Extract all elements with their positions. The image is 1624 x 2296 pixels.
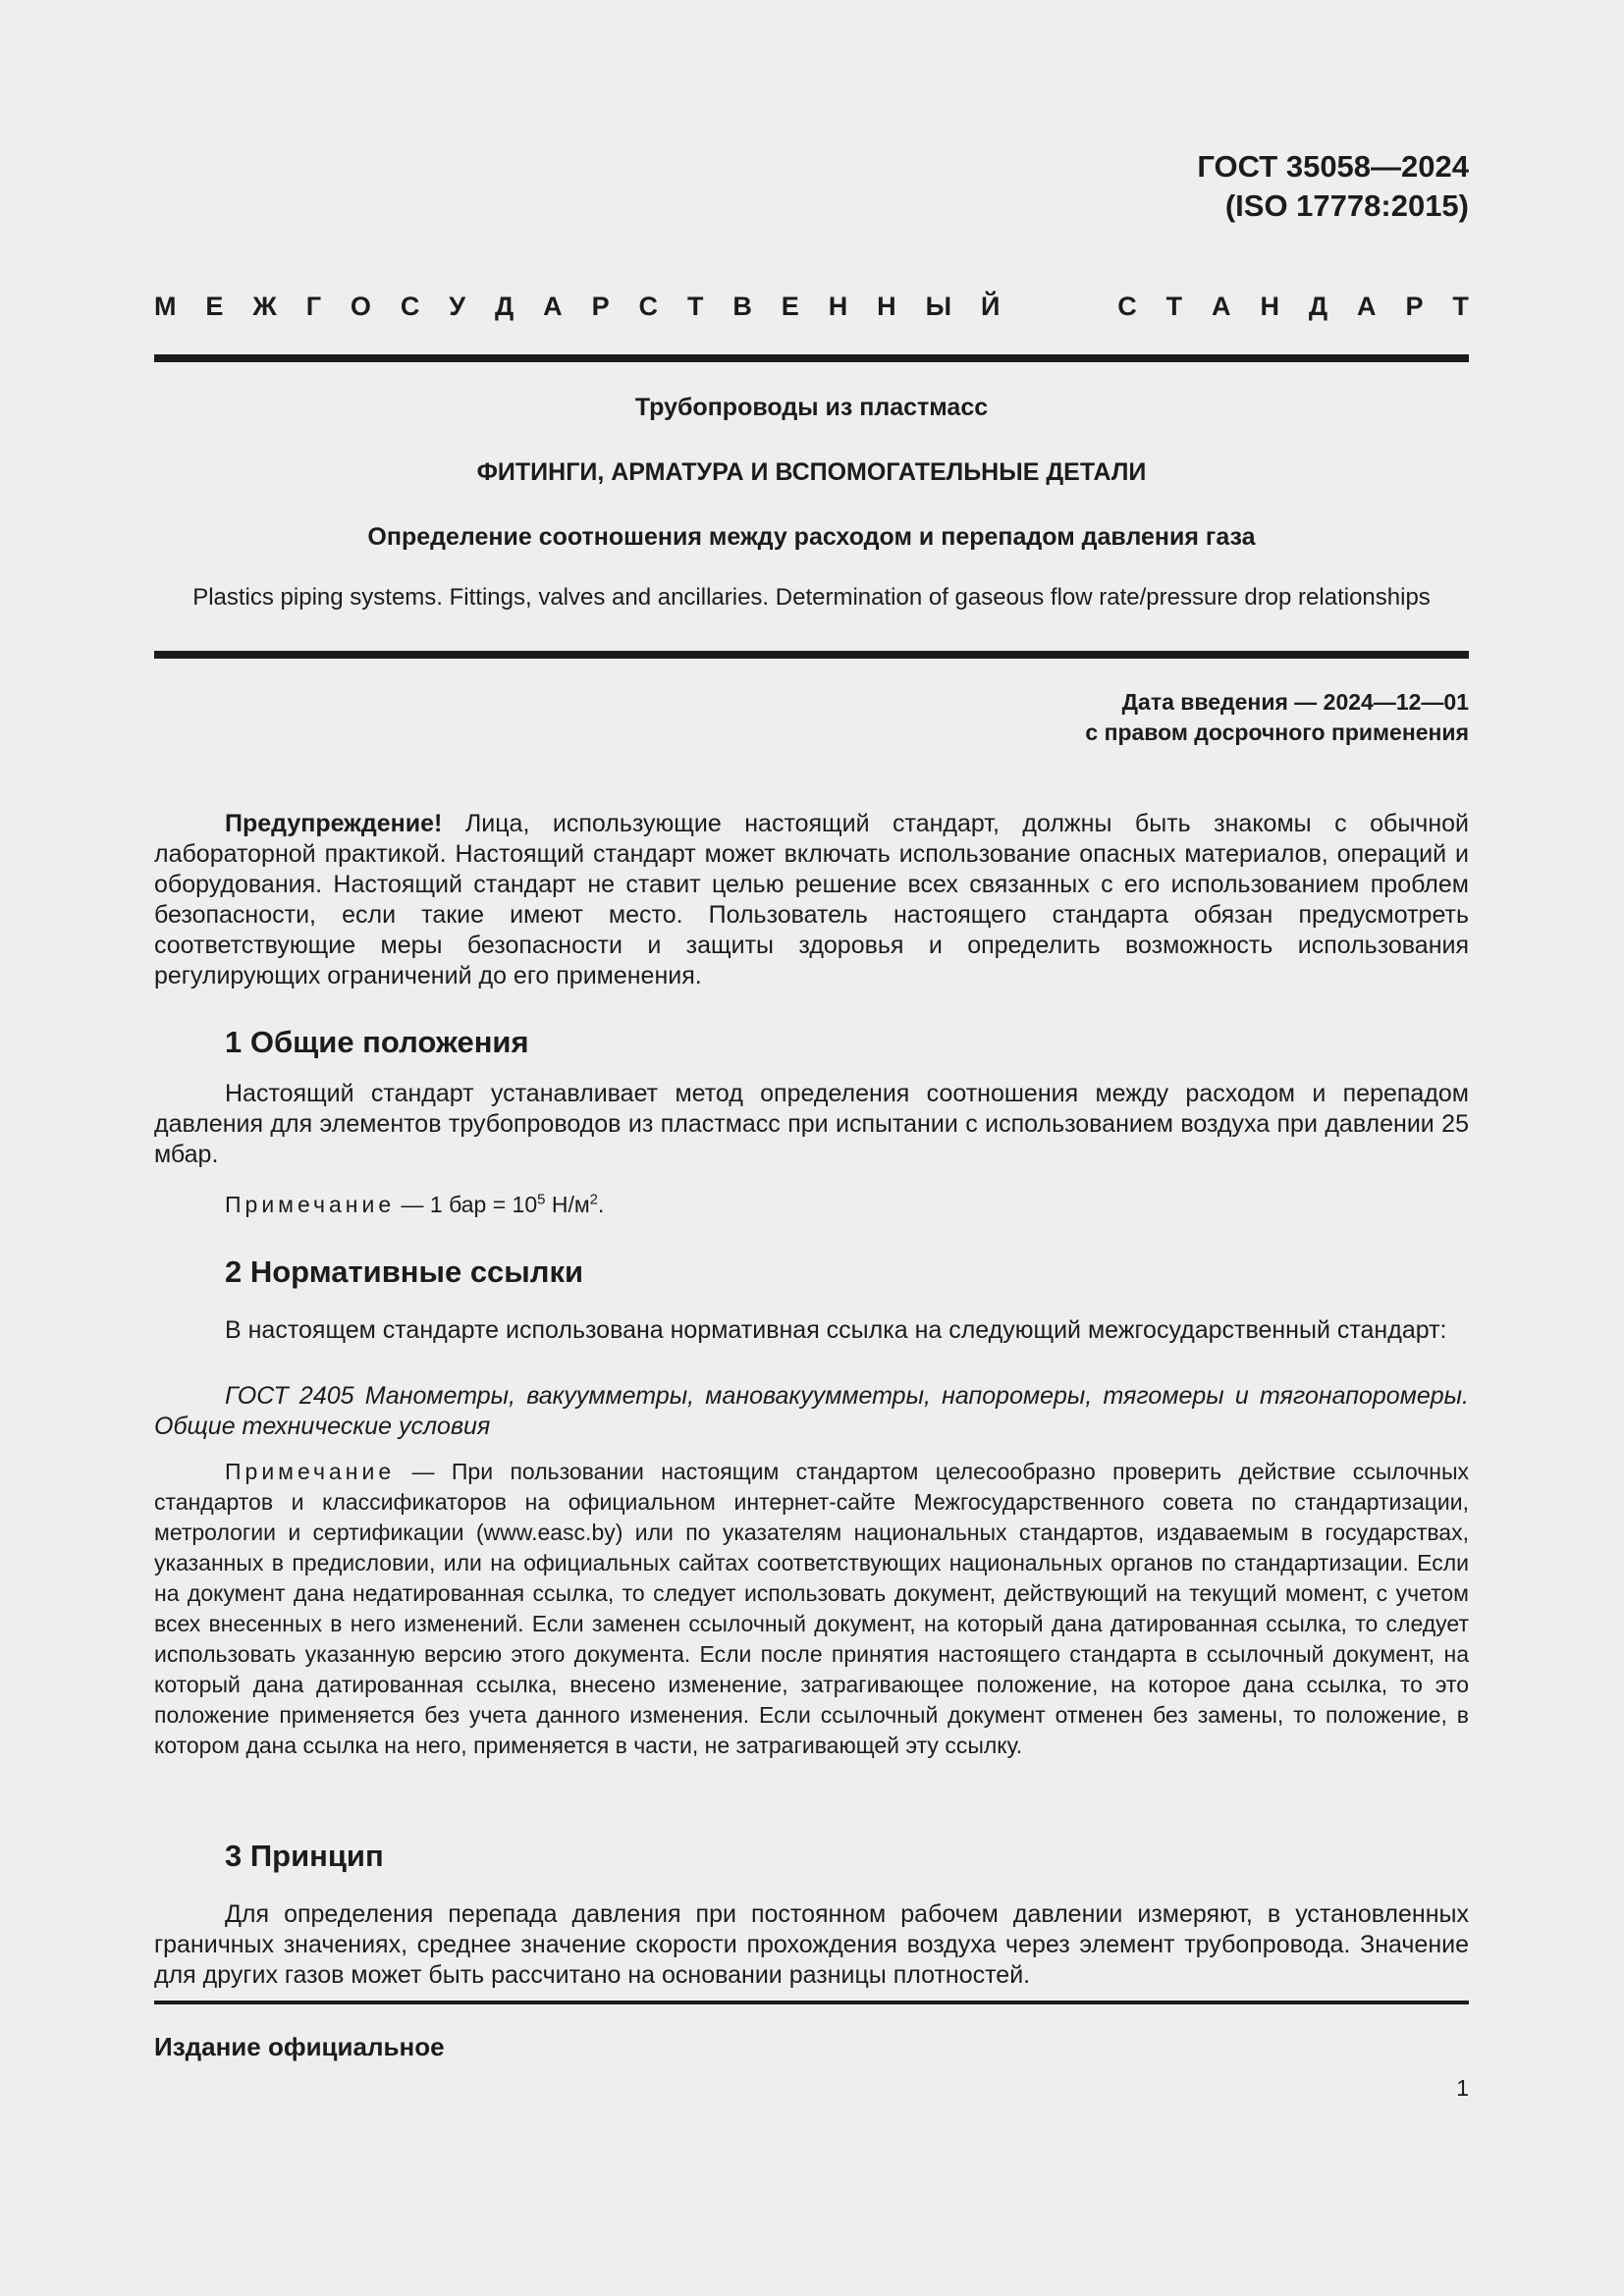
warning-label: Предупреждение! xyxy=(225,810,443,837)
banner-letter: Р xyxy=(1405,292,1424,321)
normative-reference: ГОСТ 2405 Манометры, вакуумметры, мановакуумметры, напоромеры, тягомеры и тягонапоромеры. Общие технические условия xyxy=(154,1382,1469,1440)
banner-letter: Г xyxy=(305,292,321,321)
banner-letter: М xyxy=(154,292,177,321)
banner-letter: Н xyxy=(877,292,896,321)
title-main: ФИТИНГИ, АРМАТУРА И ВСПОМОГАТЕЛЬНЫЕ ДЕТАЛИ xyxy=(476,458,1147,486)
banner-letter: Н xyxy=(1260,292,1279,321)
banner-letter: В xyxy=(732,292,752,321)
banner-letter: С xyxy=(1117,292,1137,321)
banner-letter: С xyxy=(400,292,420,321)
official-edition: Издание официальное xyxy=(154,2032,445,2061)
section-2-text: В настоящем стандарте использована нормативная ссылка на следующий межгосударственный стандарт: xyxy=(225,1316,1447,1344)
banner-letter: Е xyxy=(205,292,224,321)
standard-type-banner xyxy=(154,289,1469,324)
banner-letter: Т xyxy=(686,292,704,321)
section-1-note: Примечание — 1 бар = $10^5$ $Н/м^2$. xyxy=(225,1191,605,1217)
section-2-note: Примечание — При пользовании настоящим стандартом целесообразно проверить действие ссылочных стандартов и классификаторов на официальном интернет-сайте Межгосударственного совета по стандартизации, метрологии и сертификации (www.easc.by) или по указателям национальных стандартов, издаваемым в государствах, указанных в предисловии, или на официальных сайтах соответствующих национальных органов по стандартизации. Если на документ дана недатированная ссылка, то следует использовать документ, действующий на текущий момент, с учетом всех внесенных в него изменений. Если заменен ссылочный документ, на который дана датированная ссылка, то следует использовать указанную версию этого документа. Если после принятия настоящего стандарта в ссылочный документ, на который дана датированная ссылка, внесено изменение, затрагивающее положение, на которое дана ссылка, то это положение применяется без учета данного изменения. Если ссылочный документ отменен без замены, то положение, в котором дана ссылка на него, применяется в части, не затрагивающей эту ссылку. xyxy=(154,1459,1469,1758)
title-group: Трубопроводы из пластмасс xyxy=(634,394,989,421)
warning-text: Лица, использующие настоящий стандарт, должны быть знакомы с обычной лабораторной практикой. Настоящий стандарт может включать использование опасных материалов, операций и оборудования. Настоящий стандарт не ставит целью решение всех связанных с его использованием проблем безопасности, если такие имеют место. Пользователь настоящего стандарта обязан предусмотреть соответствующие меры безопасности и защиты здоровья и определить возможность использования регулирующих ограничений до его применения. xyxy=(154,810,1469,989)
banner-letter: Д xyxy=(495,292,514,321)
designation-iso: (ISO 17778:2015) xyxy=(1224,188,1469,223)
banner-letter: Р xyxy=(591,292,610,321)
designation-gost: ГОСТ 35058—2024 xyxy=(1197,149,1469,184)
banner-letter: А xyxy=(1357,292,1377,321)
banner-letter: У xyxy=(449,292,466,321)
title-rule xyxy=(154,651,1469,659)
banner-word-gap xyxy=(1029,289,1088,324)
banner-letter: А xyxy=(1212,292,1231,321)
title-english: Plastics piping systems. Fittings, valves and ancillaries. Determination of gaseous flow rate/pressure drop relationships xyxy=(192,584,1431,611)
banner-letter: Ы xyxy=(925,292,952,321)
banner-letter: Й xyxy=(980,292,1001,321)
note-label: Примечание xyxy=(225,1459,396,1484)
banner-letter: Е xyxy=(781,292,799,321)
section-3-heading: 3 Принцип xyxy=(225,1839,384,1873)
banner-letter: А xyxy=(543,292,563,321)
banner-letter: Н xyxy=(828,292,848,321)
section-2-heading: 2 Нормативные ссылки xyxy=(225,1255,584,1289)
footer-rule xyxy=(154,2001,1469,2004)
banner-letter: Ж xyxy=(252,292,277,321)
early-application-line: с правом досрочного применения xyxy=(1085,720,1469,745)
introduction-date xyxy=(1085,687,1469,748)
banner-letter: О xyxy=(350,292,371,321)
page-number: 1 xyxy=(1456,2075,1469,2101)
banner-letter: Т xyxy=(1165,292,1183,321)
top-rule xyxy=(154,354,1469,362)
banner-letter: Т xyxy=(1452,292,1469,321)
section-1-text: Настоящий стандарт устанавливает метод определения соотношения между расходом и перепадом давления для элементов трубопроводов из пластмасс при испытании с использованием воздуха при давлении 25 мбар. xyxy=(154,1080,1469,1168)
title-sub: Определение соотношения между расходом и перепадом давления газа xyxy=(367,523,1256,551)
standard-designation xyxy=(1197,147,1469,226)
banner-letter: С xyxy=(638,292,659,321)
intro-date-line: Дата введения — 2024—12—01 xyxy=(1121,689,1469,715)
note-label: Примечание xyxy=(225,1192,396,1217)
banner-letter: Д xyxy=(1308,292,1328,321)
section-1-heading: 1 Общие положения xyxy=(225,1025,529,1059)
warning-paragraph xyxy=(154,809,1469,991)
section-3-text: Для определения перепада давления при постоянном рабочем давлении измеряют, в установленных граничных значениях, среднее значение скорости прохождения воздуха через элемент трубопровода. Значение для других газов может быть рассчитано на основании разницы плотностей. xyxy=(154,1900,1469,1989)
